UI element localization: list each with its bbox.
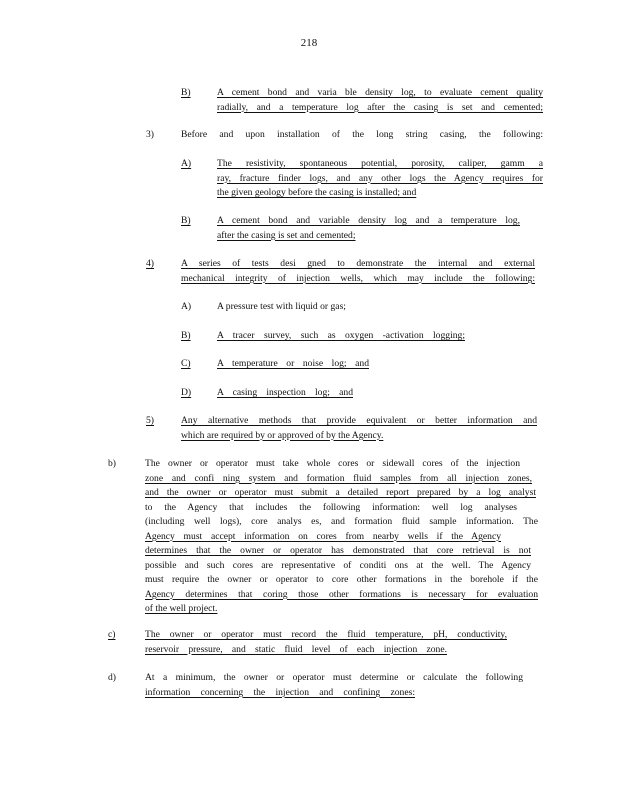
item-line: which are required by or approved of by the Agency. <box>181 429 384 441</box>
item-line: (including well logs), core analys es, and formation fluid sample information. The <box>145 516 538 527</box>
item-line: At a minimum, the owner or operator must determine or calculate the following <box>145 672 523 683</box>
item-marker: 3) <box>146 129 154 140</box>
item-line: information concerning the injection and confining zones: <box>145 686 415 698</box>
item-marker: A) <box>181 158 192 169</box>
item-line: must require the owner or operator to core other formations in the borehole if the <box>145 574 538 585</box>
item-line: A casing inspection log; and <box>217 387 353 398</box>
item-line: of the well project. <box>145 603 218 614</box>
item-line: The owner or operator must record the fluid temperature, pH, conductivity, <box>145 629 507 640</box>
item-line: Agency must accept information on cores from nearby wells if the Agency <box>145 530 501 542</box>
item-line: reservoir pressure, and static fluid level of each injection zone. <box>145 643 447 655</box>
item-line: A temperature or noise log; and <box>217 358 369 369</box>
item-line: A series of tests desi gned to demonstrate the internal and external <box>181 258 535 269</box>
item-line: Agency determines that coring those other formations is necessary for evaluation <box>145 588 538 600</box>
item-marker: C) <box>181 358 191 369</box>
item-line: radially, and a temperature log after the casing is set and cemented; <box>217 101 543 113</box>
item-line: possible and such cores are representative of conditi ons at the well. The Agency <box>145 559 531 571</box>
item-line: ray, fracture finder logs, and any other logs the Agency requires for <box>217 172 543 184</box>
item-marker: c) <box>108 629 116 640</box>
item-marker: d) <box>108 672 116 683</box>
item-line: the given geology before the casing is installed; and <box>217 187 417 198</box>
item-marker: b) <box>108 458 116 469</box>
item-line: after the casing is set and cemented; <box>217 229 356 241</box>
item-marker: 4) <box>146 258 154 269</box>
item-line: Before and upon installation of the long string casing, the following: <box>181 129 543 140</box>
page-number: 218 <box>300 37 318 49</box>
item-marker: B) <box>181 330 191 341</box>
item-marker: B) <box>181 215 191 226</box>
item-line: mechanical integrity of injection wells, which may include the following: <box>181 272 535 284</box>
item-line: The owner or operator must take whole cores or sidewall cores of the injection <box>145 458 520 469</box>
item-line: A pressure test with liquid or gas; <box>217 301 346 312</box>
item-line: to the Agency that includes the following information: well log analyses <box>145 501 517 513</box>
item-marker: B) <box>181 87 191 98</box>
item-line: Any alternative methods that provide equivalent or better information and <box>181 415 537 426</box>
item-line: The resistivity, spontaneous potential, porosity, caliper, gamm a <box>217 158 543 169</box>
item-line: zone and confi ning system and formation fluid samples from all injection zones, <box>145 472 532 484</box>
item-marker: 5) <box>146 415 154 426</box>
item-line: determines that the owner or operator has demonstrated that core retrieval is not <box>145 545 531 556</box>
item-line: A cement bond and variable density log and a temperature log, <box>217 215 520 226</box>
item-line: A cement bond and varia ble density log, to evaluate cement quality <box>217 87 543 98</box>
item-marker: D) <box>181 387 192 398</box>
item-line: and the owner or operator must submit a detailed report prepared by a log analyst <box>145 487 536 498</box>
item-marker: A) <box>181 301 192 312</box>
item-line: A tracer survey, such as oxygen -activation logging; <box>217 330 465 341</box>
